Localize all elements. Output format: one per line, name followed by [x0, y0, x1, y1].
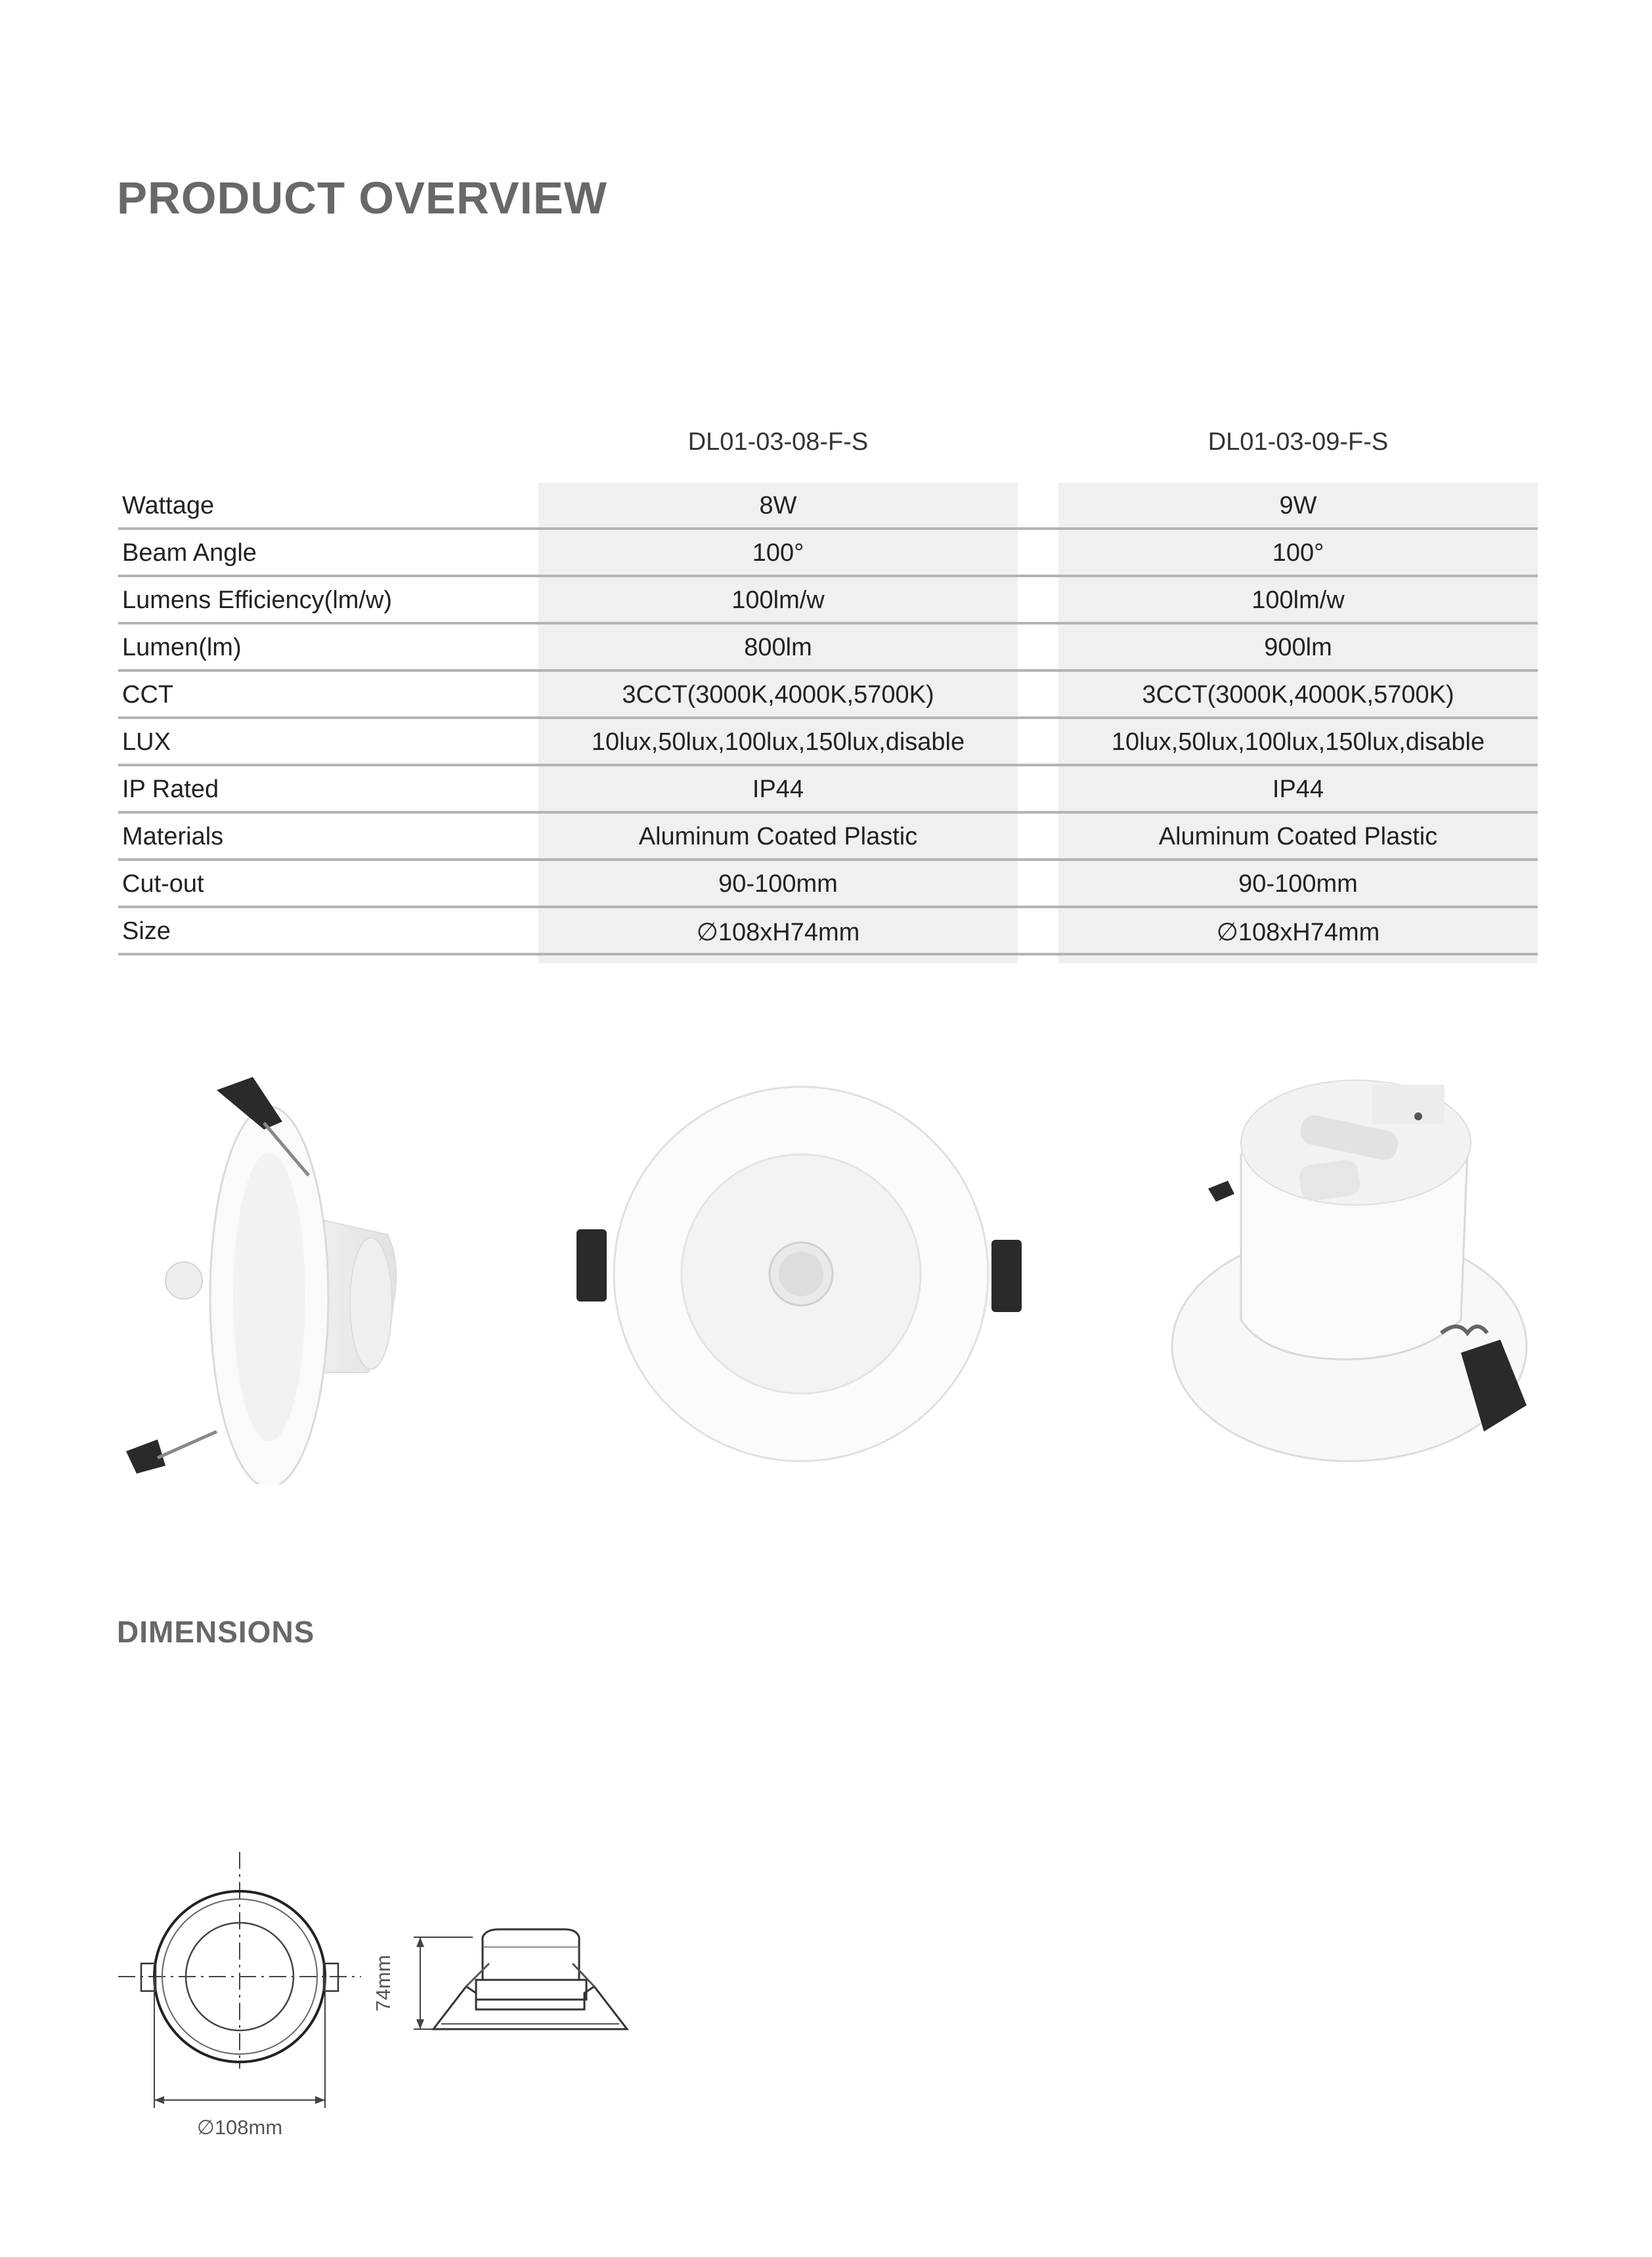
- row-value-model-1: ∅108xH74mm: [696, 919, 860, 946]
- table-row-cct: [118, 672, 1538, 719]
- row-label: Size: [122, 917, 171, 945]
- model-name-1: DL01-03-08-F-S: [687, 428, 869, 456]
- diameter-label: ∅108mm: [196, 2116, 283, 2139]
- table-row-wattage: [118, 483, 1538, 530]
- row-value-model-2: 10lux,50lux,100lux,150lux,disable: [1111, 728, 1485, 756]
- row-value-model-2: 900lm: [1264, 634, 1332, 661]
- row-label: LUX: [122, 728, 171, 756]
- table-row-cut-out: [118, 861, 1538, 908]
- row-value-model-1: 3CCT(3000K,4000K,5700K): [622, 681, 934, 709]
- row-label: Wattage: [122, 492, 215, 519]
- row-label: Materials: [122, 823, 224, 850]
- table-row-ip-rated: [118, 766, 1538, 814]
- dimension-drawing-front: [118, 1852, 361, 2141]
- row-value-model-1: 8W: [759, 492, 797, 519]
- row-value-model-1: Aluminum Coated Plastic: [638, 823, 918, 850]
- spec-table: [118, 414, 1538, 955]
- row-value-model-1: 10lux,50lux,100lux,150lux,disable: [591, 728, 965, 756]
- dimension-drawing-side: [368, 1917, 643, 2049]
- product-photo-back-view: [1169, 1070, 1550, 1478]
- row-value-model-1: 100°: [752, 539, 804, 567]
- row-value-model-1: 100lm/w: [731, 586, 825, 614]
- page-title: PRODUCT OVERVIEW: [117, 173, 607, 223]
- row-label: Beam Angle: [122, 539, 257, 567]
- table-row-lux: [118, 719, 1538, 766]
- model-header-row: [118, 414, 1538, 483]
- product-photo-front-view: [571, 1077, 1031, 1471]
- row-value-model-1: IP44: [752, 776, 804, 803]
- row-value-model-2: Aluminum Coated Plastic: [1158, 823, 1438, 850]
- table-row-beam-angle: [118, 530, 1538, 577]
- table-row-lumens-efficiency: [118, 577, 1538, 625]
- table-row-lumen: [118, 625, 1538, 672]
- row-value-model-2: 100lm/w: [1251, 586, 1345, 614]
- product-photo-side-view: [118, 1064, 414, 1484]
- row-value-model-2: 9W: [1279, 492, 1317, 519]
- model-name-2: DL01-03-09-F-S: [1207, 428, 1389, 456]
- row-value-model-2: IP44: [1272, 776, 1324, 803]
- row-label: Lumen(lm): [122, 634, 242, 661]
- row-label: IP Rated: [122, 776, 219, 803]
- row-value-model-2: 90-100mm: [1238, 870, 1358, 898]
- row-value-model-2: 100°: [1272, 539, 1324, 567]
- row-label: Lumens Efficiency(lm/w): [122, 586, 393, 614]
- row-value-model-2: ∅108xH74mm: [1216, 919, 1380, 946]
- row-label: Cut-out: [122, 870, 204, 898]
- table-row-size: [118, 908, 1538, 955]
- row-value-model-1: 800lm: [744, 634, 812, 661]
- row-value-model-1: 90-100mm: [718, 870, 838, 898]
- row-value-model-2: 3CCT(3000K,4000K,5700K): [1142, 681, 1454, 709]
- height-label: 74mm: [372, 1954, 395, 2012]
- row-label: CCT: [122, 681, 174, 709]
- table-row-materials: [118, 814, 1538, 861]
- dimensions-heading: DIMENSIONS: [117, 1615, 315, 1649]
